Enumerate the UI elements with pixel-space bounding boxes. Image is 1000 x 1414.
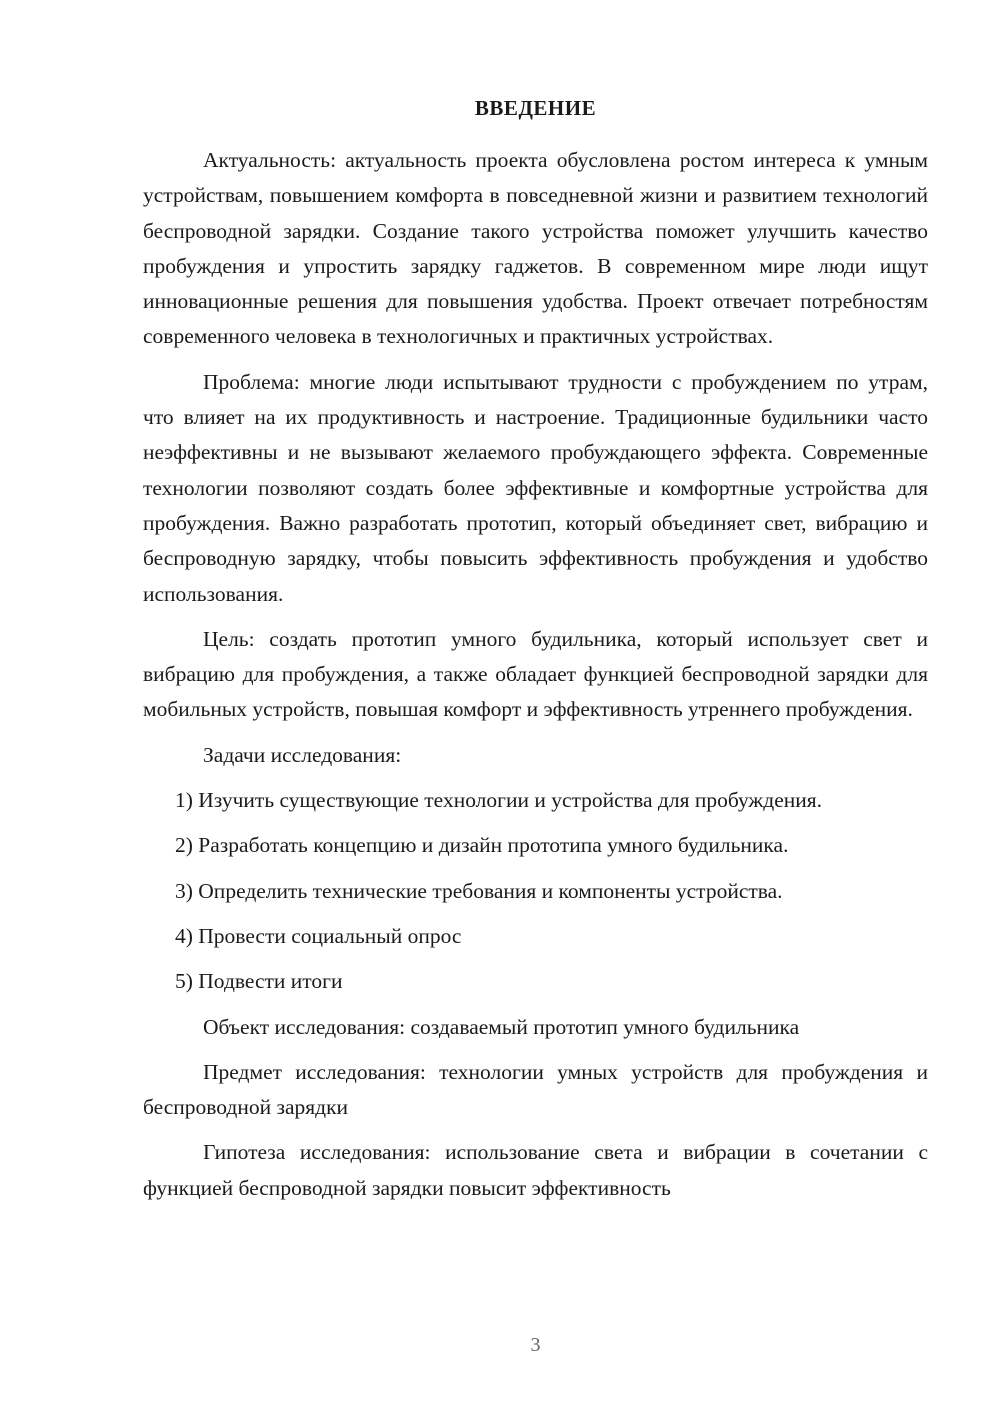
task-item: 3) Определить технические требования и компоненты устройства. [175,878,783,903]
hypothesis-paragraph: Гипотеза исследования: использование света и вибрации в сочетании с функцией беспроводной зарядки повысит эффективность [143,1140,928,1200]
page-number: 3 [530,1334,541,1356]
tasks-title: Задачи исследования: [203,742,402,767]
section-heading: ВВЕДЕНИЕ [474,96,597,120]
object-paragraph: Объект исследования: создаваемый прототип умного будильника [203,1014,800,1039]
goal-paragraph: Цель: создать прототип умного будильника, который использует свет и вибрацию для пробуждения, а также обладает функцией беспроводной зарядки для мобильных устройств, повышая комфорт и эффективность утреннего пробуждения. [143,626,928,722]
task-item: 4) Провести социальный опрос [175,923,462,948]
problem-paragraph: Проблема: многие люди испытывают трудности с пробуждением по утрам, что влияет на их продуктивность и настроение. Традиционные будильники часто неэффективны и не вызывают желаемого пробуждающего эффекта. Современные технологии позволяют создать более эффективные и комфортные устройства для пробуждения. Важно разработать прототип, который объединяет свет, вибрацию и беспроводную зарядку, чтобы повысить эффективность пробуждения и удобство использования. [143,369,928,606]
subject-paragraph: Предмет исследования: технологии умных устройств для пробуждения и беспроводной зарядки [143,1059,928,1120]
document-page [143,0,928,1414]
body-text [143,143,928,1216]
task-item: 5) Подвести итоги [175,969,343,994]
tasks-list [143,783,928,999]
relevance-paragraph: Актуальность: актуальность проекта обусловлена ростом интереса к умным устройствам, повышением комфорта в повседневной жизни и развитием технологий беспроводной зарядки. Создание такого устройства поможет улучшить качество пробуждения и упростить зарядку гаджетов. В современном мире люди ищут инновационные решения для повышения удобства. Проект отвечает потребностям современного человека в технологичных и практичных устройствах. [143,148,928,349]
task-item: 1) Изучить существующие технологии и устройства для пробуждения. [175,788,823,813]
task-item: 2) Разработать концепцию и дизайн прототипа умного будильника. [175,833,789,858]
